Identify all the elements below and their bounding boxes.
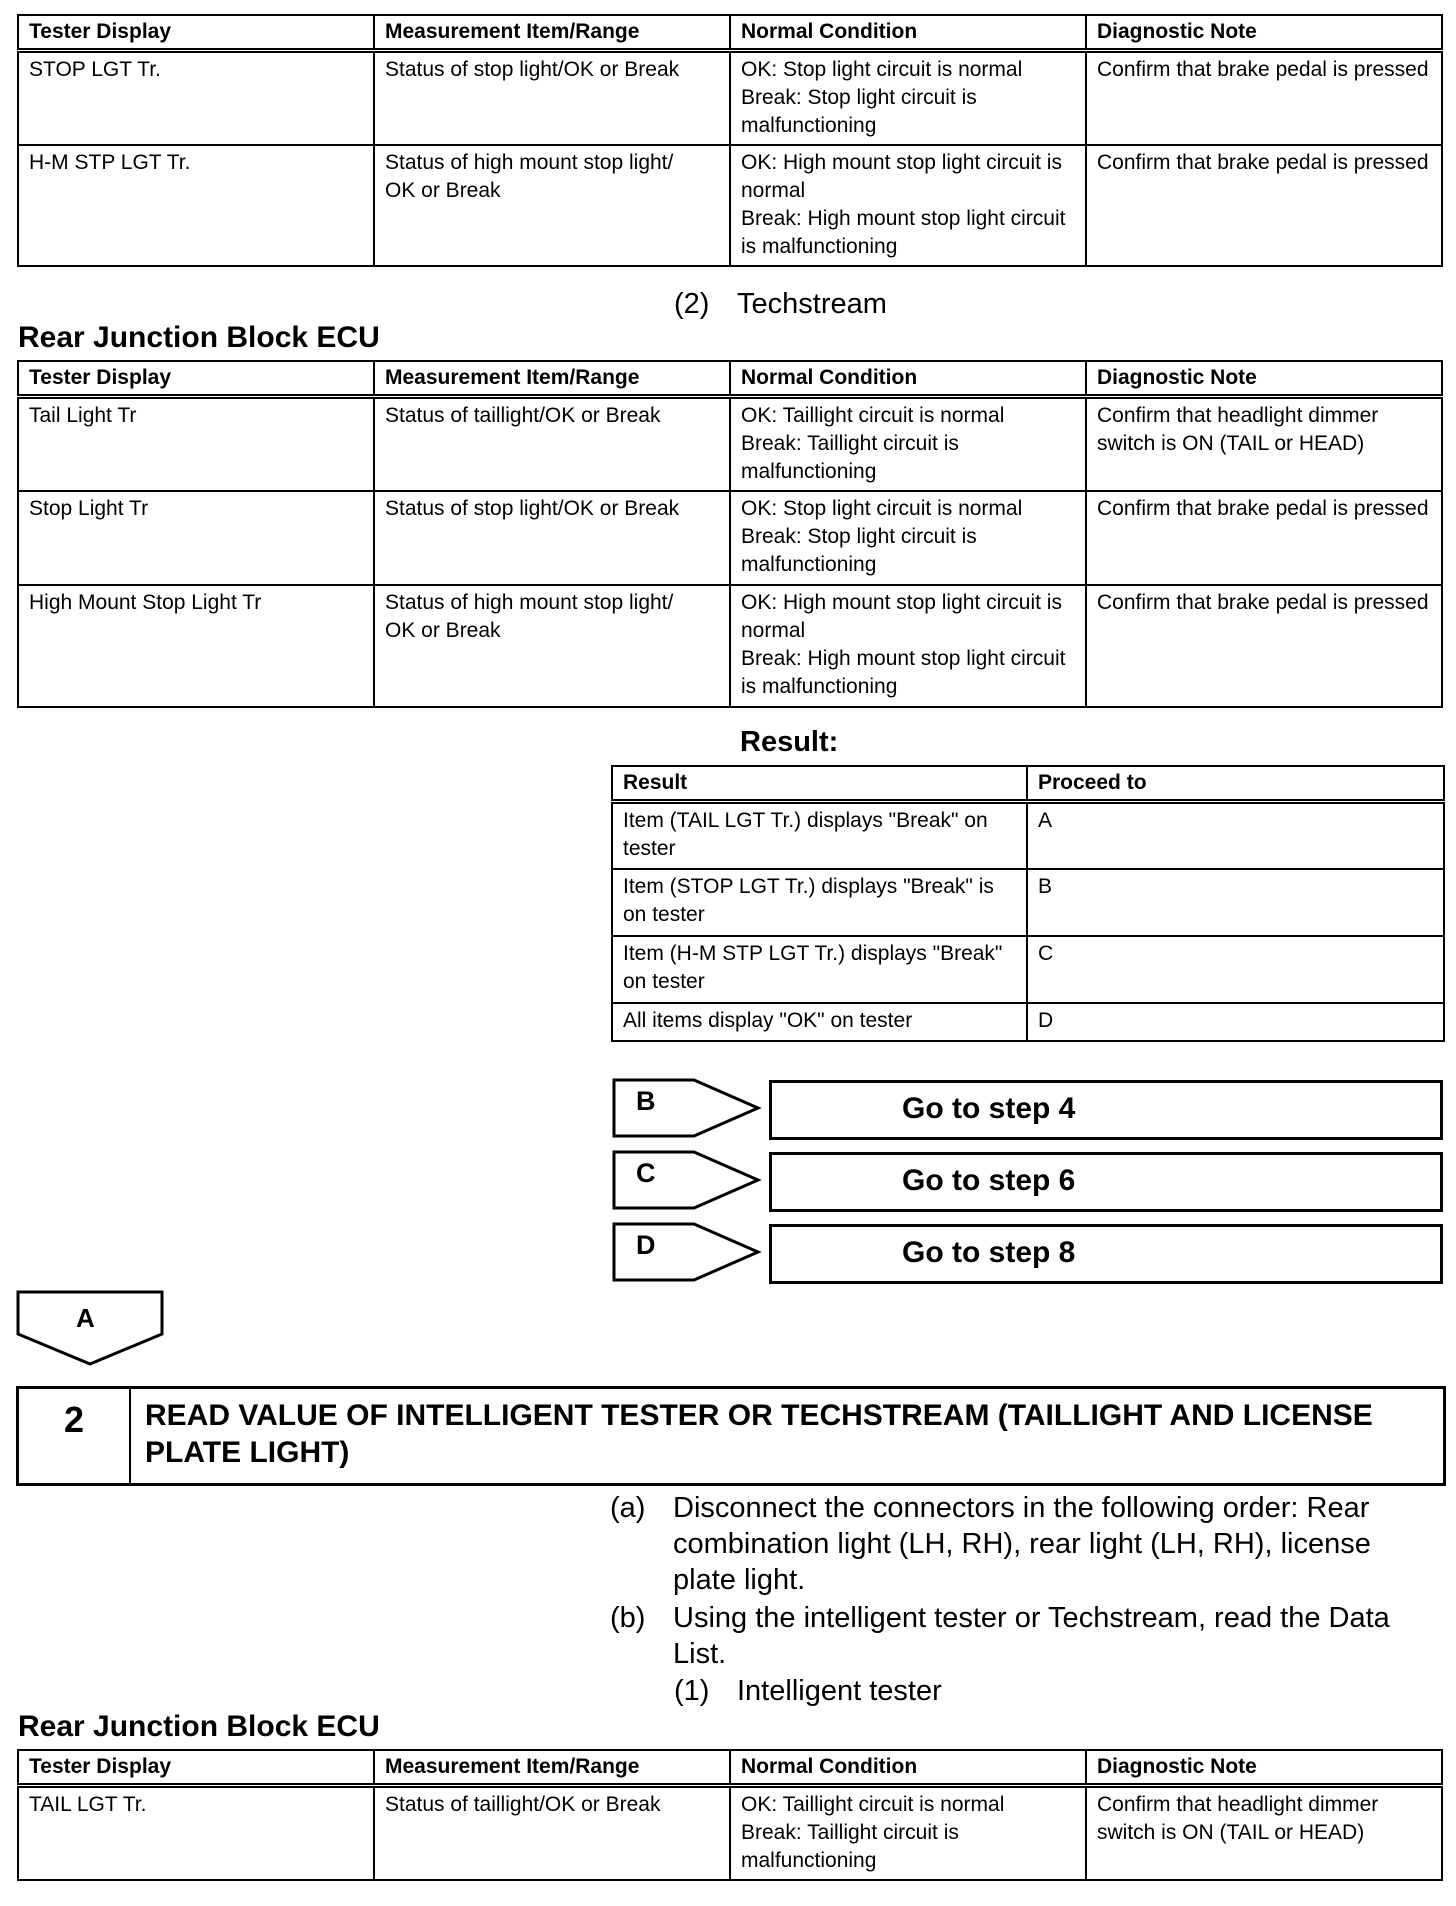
proceed-a-marker (16, 1290, 164, 1366)
goto-text: Go to step 4 (902, 1092, 1076, 1125)
table-cell: Confirm that brake pedal is pressed (1086, 585, 1442, 707)
section-title: Rear Junction Block ECU (18, 1710, 380, 1743)
table-row (612, 869, 1444, 936)
table-row (18, 491, 1442, 585)
col-header-measurement: Measurement Item/Range (374, 1750, 730, 1786)
table-cell: STOP LGT Tr. (18, 51, 374, 146)
col-header-tester-display: Tester Display (18, 361, 374, 397)
section-title: Rear Junction Block ECU (18, 321, 380, 354)
table-cell: Status of stop light/OK or Break (374, 51, 730, 146)
table-cell: High Mount Stop Light Tr (18, 585, 374, 707)
instruction-text: Using the intelligent tester or Techstream, read the Data List. (673, 1602, 1390, 1670)
goto-box (769, 1152, 1443, 1212)
table-row (18, 51, 1442, 146)
goto-box (769, 1224, 1443, 1284)
data-list-table-top (17, 14, 1443, 267)
table-cell: OK: Taillight circuit is normal Break: Taillight circuit is malfunctioning (730, 1786, 1086, 1881)
arrow-right-icon (612, 1150, 762, 1214)
col-header-normal-condition: Normal Condition (730, 15, 1086, 51)
table-cell: OK: High mount stop light circuit is normal Break: High mount stop light circuit is malfunctioning (730, 145, 1086, 266)
table-cell: Confirm that brake pedal is pressed (1086, 145, 1442, 266)
arrow-right-icon (612, 1078, 762, 1142)
proceed-letter: A (76, 1303, 95, 1333)
table-cell: Confirm that brake pedal is pressed (1086, 491, 1442, 585)
result-title: Result: (740, 726, 839, 758)
col-header-normal-condition: Normal Condition (730, 1750, 1086, 1786)
table-cell: Tail Light Tr (18, 397, 374, 492)
col-header-measurement: Measurement Item/Range (374, 15, 730, 51)
table-cell: Status of high mount stop light/ OK or Break (374, 145, 730, 266)
table-row (18, 1786, 1442, 1881)
table-cell: Status of high mount stop light/ OK or Break (374, 585, 730, 707)
table-cell: OK: Taillight circuit is normal Break: Taillight circuit is malfunctioning (730, 397, 1086, 492)
col-header-measurement: Measurement Item/Range (374, 361, 730, 397)
arrow-right-icon (612, 1222, 762, 1286)
goto-letter: B (636, 1086, 656, 1116)
table-cell: Status of taillight/OK or Break (374, 1786, 730, 1881)
goto-letter: C (636, 1158, 656, 1188)
instruction-text: Intelligent tester (737, 1675, 942, 1707)
col-header-result: Result (612, 766, 1027, 802)
table-cell: OK: Stop light circuit is normal Break: Stop light circuit is malfunctioning (730, 51, 1086, 146)
col-header-diagnostic-note: Diagnostic Note (1086, 361, 1442, 397)
table-cell: OK: Stop light circuit is normal Break: Stop light circuit is malfunctioning (730, 491, 1086, 585)
table-row (18, 145, 1442, 266)
instruction-a (610, 1490, 1410, 1600)
techstream-line (674, 286, 1074, 324)
instruction-label: (1) (674, 1675, 710, 1707)
goto-step-8[interactable] (612, 1222, 1444, 1286)
instruction-1 (674, 1673, 1174, 1711)
goto-letter: D (636, 1230, 656, 1260)
table-cell: Confirm that headlight dimmer switch is ON (TAIL or HEAD) (1086, 397, 1442, 492)
table-cell: Status of stop light/OK or Break (374, 491, 730, 585)
instruction-label: (a) (610, 1492, 646, 1524)
result-table (611, 765, 1445, 1042)
table-cell: Status of taillight/OK or Break (374, 397, 730, 492)
table-cell: Item (TAIL LGT Tr.) displays "Break" on tester (612, 802, 1027, 869)
table-cell: Confirm that brake pedal is pressed (1086, 51, 1442, 146)
col-header-normal-condition: Normal Condition (730, 361, 1086, 397)
col-header-proceed-to: Proceed to (1027, 766, 1444, 802)
table-row (612, 802, 1444, 869)
col-header-tester-display: Tester Display (18, 1750, 374, 1786)
table-cell: Stop Light Tr (18, 491, 374, 585)
data-list-table-bottom (17, 1749, 1443, 1881)
step-number: 2 (19, 1389, 131, 1483)
data-list-table-middle (17, 360, 1443, 708)
table-cell: Item (STOP LGT Tr.) displays "Break" is on tester (612, 869, 1027, 936)
col-header-diagnostic-note: Diagnostic Note (1086, 15, 1442, 51)
item-label: (2) (674, 288, 710, 320)
table-cell: B (1027, 869, 1444, 936)
step-title: READ VALUE OF INTELLIGENT TESTER OR TECHSTREAM (TAILLIGHT AND LICENSE PLATE LIGHT) (145, 1399, 1373, 1469)
instruction-b (610, 1600, 1410, 1672)
step-header (16, 1386, 1446, 1486)
col-header-tester-display: Tester Display (18, 15, 374, 51)
table-cell: H-M STP LGT Tr. (18, 145, 374, 266)
col-header-diagnostic-note: Diagnostic Note (1086, 1750, 1442, 1786)
table-cell: Confirm that headlight dimmer switch is ON (TAIL or HEAD) (1086, 1786, 1442, 1881)
table-row (18, 397, 1442, 492)
table-cell: All items display "OK" on tester (612, 1003, 1027, 1041)
table-cell: D (1027, 1003, 1444, 1041)
table-cell: TAIL LGT Tr. (18, 1786, 374, 1881)
goto-box (769, 1080, 1443, 1140)
table-row (18, 585, 1442, 707)
table-row (612, 1003, 1444, 1041)
goto-step-4[interactable] (612, 1078, 1444, 1142)
table-cell: A (1027, 802, 1444, 869)
goto-text: Go to step 8 (902, 1236, 1076, 1269)
instruction-label: (b) (610, 1602, 646, 1634)
table-cell: C (1027, 936, 1444, 1003)
table-cell: Item (H-M STP LGT Tr.) displays "Break" on tester (612, 936, 1027, 1003)
table-cell: OK: High mount stop light circuit is normal Break: High mount stop light circuit is malfunctioning (730, 585, 1086, 707)
goto-step-6[interactable] (612, 1150, 1444, 1214)
instruction-text: Disconnect the connectors in the following order: Rear combination light (LH, RH), rear light (LH, RH), license plate light. (673, 1492, 1371, 1596)
table-row (612, 936, 1444, 1003)
goto-text: Go to step 6 (902, 1164, 1076, 1197)
item-text: Techstream (737, 288, 887, 320)
